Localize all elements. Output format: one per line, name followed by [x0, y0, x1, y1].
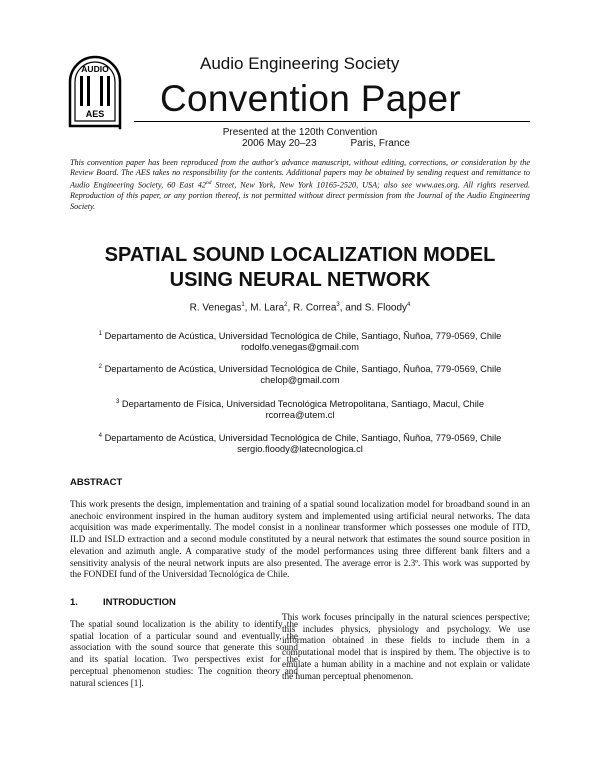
author-name: R. Venegas	[189, 302, 242, 314]
abstract-text: This work presents the design, implementation and training of a spatial sound localization model for broadband sound in an anechoic environment inspired in the human auditory system and implemented using artificial neural networks. The data acquisition was made experimentally. The model consist in a nonlinear transformer which possesses one module of ITD, ILD and ISLD extraction and a second module constituted by a neural network that estimates the sound source position in elevation and azimuth angle. A comparative study of the model performances using three different bank filters and a sensitivity analysis of the neural network inputs are also presented. The average error is 2.3º. This work was supported by the FONDEI fund of the Universidad Tecnológica de Chile.	[70, 499, 530, 580]
affiliation-email: rodolfo.venegas@gmail.com	[241, 342, 359, 353]
convention-date: 2006 May 20–23	[242, 138, 317, 149]
section-heading	[70, 597, 176, 608]
presented-at: Presented at the 120th Convention	[222, 127, 378, 138]
right-column-text: This work focuses principally in the natural sciences perspective; this includes physics, physiology and psychology. We use information obtained in these fields to include them in a computational model that is inspired by them. The objective is to emulate a human ability in a machine and not explain or validate the human perceptual phenomenon.	[282, 612, 530, 681]
title-line-1: SPATIAL SOUND LOCALIZATION MODEL	[104, 244, 496, 266]
author-name: S. Floody	[364, 302, 408, 314]
header-rule	[134, 121, 530, 122]
copyright-notice: This convention paper has been reproduced from the author's advance manuscript, without editing, corrections, or consideration by the Review Board. The AES takes no responsibility for the contents. Additional papers may be obtained by sending request and remittance to Audio Engineering Society, 60 East 42nd Street, New York, New York 10165-2520, USA; also see www.aes.org. All rights reserved. Reproduction of this paper, or any portion thereof, is not permitted without direct permission from the Journal of the Audio Engineering Society.	[70, 158, 530, 211]
affiliation-4: $^4$ Departamento de Acústica, Universidad Tecnológica de Chile, Santiago, Ñuñoa, 779-0569, Chile sergio.floody@latecnologica.cl	[0, 431, 600, 455]
affiliation-1: $^1$ Departamento de Acústica, Universidad Tecnológica de Chile, Santiago, Ñuñoa, 779-0569, Chile rodolfo.venegas@gmail.com	[0, 329, 600, 353]
section-title: INTRODUCTION	[103, 597, 176, 608]
paper-title	[0, 243, 600, 293]
title-line-2: USING NEURAL NETWORK	[169, 269, 431, 291]
abstract-heading: ABSTRACT	[70, 477, 123, 488]
affiliation-3: $^3$ Departamento de Física, Universidad Tecnológica Metropolitana, Santiago, Macul, Chile rcorrea@utem.cl	[0, 397, 600, 421]
left-column-text: The spatial sound localization is the ability to identify the spatial location of a particular sound and eventually, the association with the sound source that generate this sound and its spatial location. Two perspectives exist for the perceptual phenomenon studies: The cognition theory and natural sciences [1].	[70, 619, 298, 688]
logo-text-top: AUDIO	[81, 64, 109, 74]
affiliation-email: rcorrea@utem.cl	[265, 410, 335, 421]
document-type: Convention Paper	[160, 78, 461, 119]
organization-name: Audio Engineering Society	[200, 54, 400, 73]
aes-logo	[66, 52, 124, 130]
author-list: R. Venegas$^1$, M. Lara$^2$, R. Correa$^3$, and S. Floody$^4$	[189, 302, 411, 314]
affiliation-2: $^2$ Departamento de Acústica, Universidad Tecnológica de Chile, Santiago, Ñuñoa, 779-0569, Chile chelop@gmail.com	[0, 362, 600, 386]
author-name: M. Lara	[250, 302, 285, 314]
logo-text-bottom: AES	[85, 109, 105, 119]
affiliation-email: sergio.floody@latecnologica.cl	[237, 444, 363, 455]
date-location	[242, 138, 410, 149]
section-number: 1.	[70, 597, 78, 608]
convention-location: Paris, France	[350, 138, 410, 149]
affiliation-email: chelop@gmail.com	[260, 375, 340, 386]
author-name: R. Correa	[293, 302, 337, 314]
